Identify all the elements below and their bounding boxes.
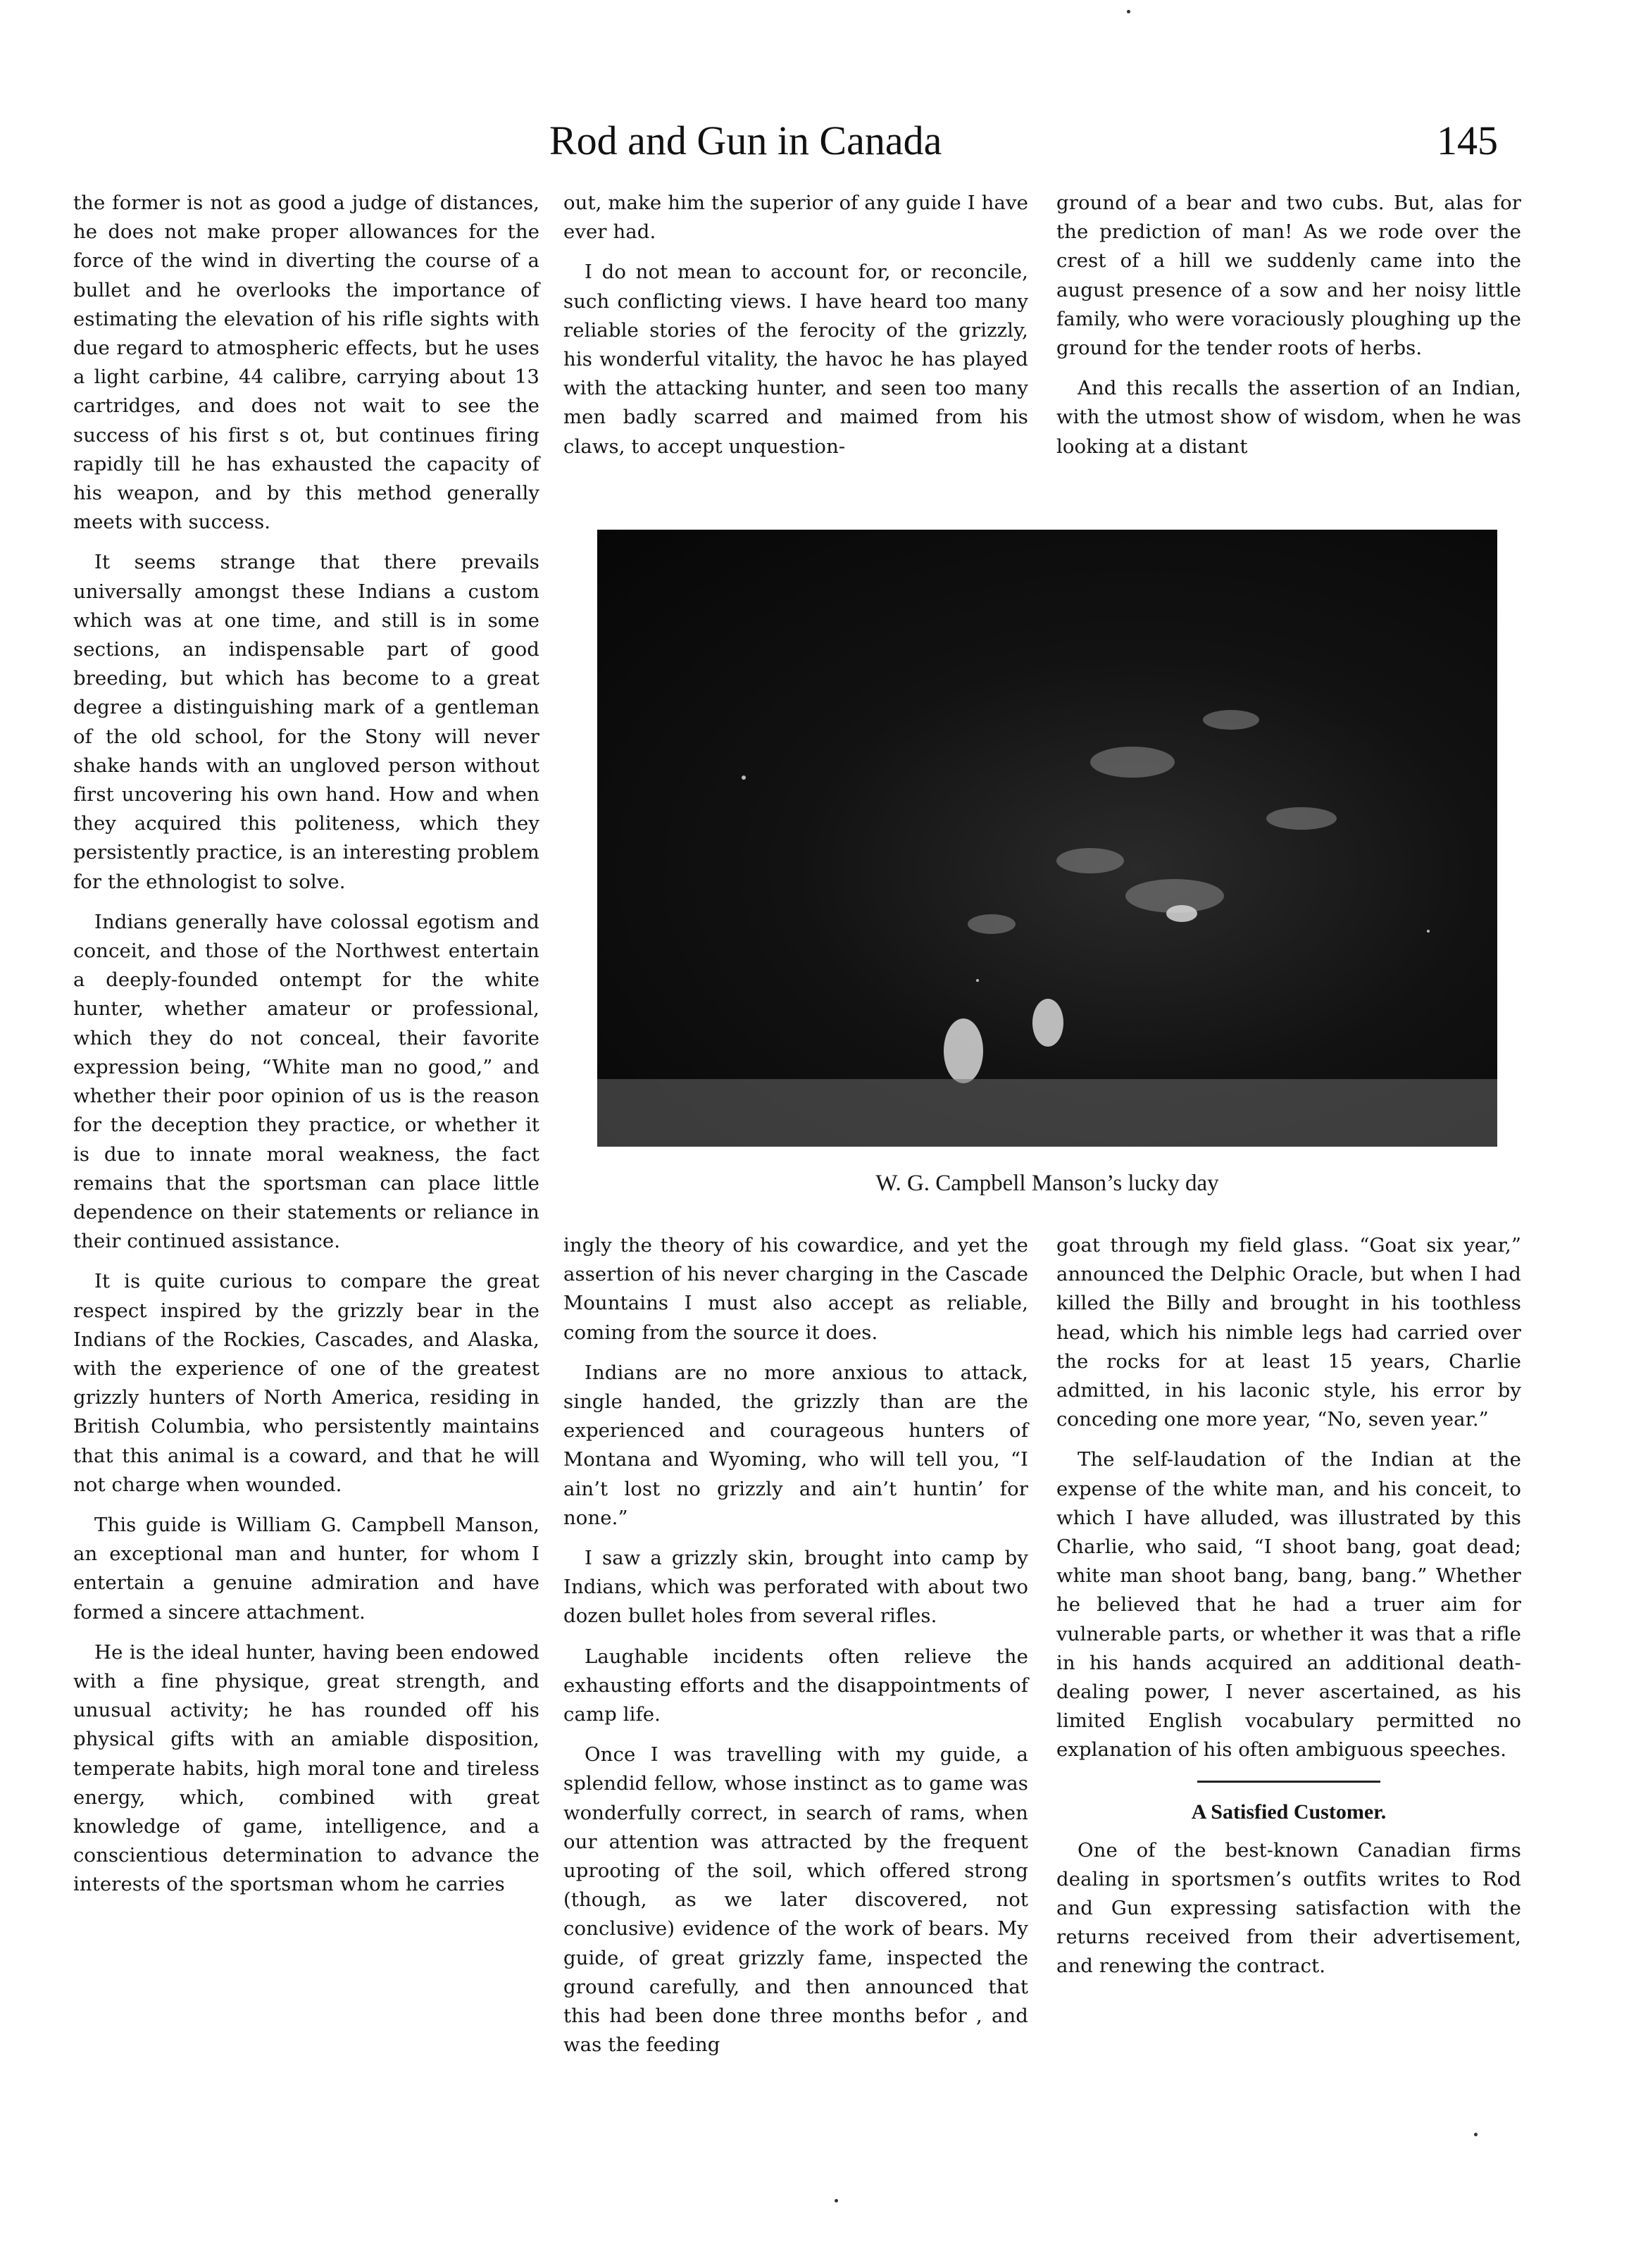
paragraph: goat through my field glass. “Goat six year,” announced the Delphic Oracle, but when I had killed the Billy and brought in his toothless head, which his nimble legs had carried over the rocks for at least 15 years, Charlie admitted, in his laconic style, his error by conceding one more year, “No, seven year.” (1056, 1234, 1521, 1431)
section-heading: A Satisfied Customer. (1191, 1800, 1387, 1824)
paragraph: ground of a bear and two cubs. But, alas for the prediction of man! As we rode over the crest of a hill we suddenly came into the august presence of a sow and her noisy little family, who were voraciously ploughing up the ground for the tender roots of herbs. (1056, 192, 1521, 360)
paragraph: It is quite curious to compare the great respect inspired by the grizzly bear in the Indians of the Rockies, Cascades, and Alaska, with the experience of one of the greatest grizzly hunters of North America, residing in British Columbia, who persistently maintains that this animal is a coward, and that he will not charge when wounded. (73, 1270, 539, 1496)
column-right-bottom (1056, 1231, 1521, 1981)
paragraph: Indians are no more anxious to attack, single handed, the grizzly than are the experienced and courageous hunters of Montana and Wyoming, who will tell you, “I ain’t lost no grizzly and ain’t huntin’ for none.” (563, 1361, 1028, 1529)
paragraph: Indians generally have colossal egotism and conceit, and those of the Northwest entertain a deeply-founded ontempt for the white hunter, whether amateur or professional, which they do not conceal, their favorite expression being, “White man no good,” and whether their poor opinion of us is the reason for the deception they practice, or whether it is due to innate moral weakness, the fact remains that the sportsman can place little dependence on their statements or reliance in their continued assistance. (73, 910, 539, 1253)
paragraph: I saw a grizzly skin, brought into camp by Indians, which was perforated with about two dozen bullet holes from several rifles. (563, 1547, 1028, 1628)
column-middle-top (563, 189, 1028, 461)
paragraph: And this recalls the assertion of an Indian, with the utmost show of wisdom, when he was looking at a distant (1056, 377, 1521, 458)
photograph-texture (597, 530, 1497, 1147)
page-header (0, 113, 1636, 169)
section-divider (1197, 1781, 1380, 1783)
paragraph: The self-laudation of the Indian at the expense of the white man, and his conceit, to which I have alluded, was illustrated by this Charlie, who said, “I shoot bang, goat dead; white man shoot bang, bang, bang.” Whether he believed that he had a truer aim for vulnerable parts, or whether it was that a rifle in his hands acquired an additional death-dealing power, I never ascertained, as his limited English vocabulary permitted no explanation of his often ambiguous speeches. (1056, 1448, 1521, 1762)
paragraph: out, make him the superior of any guide I have ever had. (563, 192, 1028, 244)
print-speck (835, 2199, 838, 2202)
column-right-top (1056, 189, 1521, 461)
photograph-bear-hunt (597, 530, 1497, 1147)
print-speck (1127, 10, 1130, 13)
page-number: 145 (1437, 118, 1498, 163)
paragraph: Laughable incidents often relieve the exhausting efforts and the disappointments of camp life. (563, 1645, 1028, 1726)
paragraph: I do not mean to account for, or reconcile, such conflicting views. I have heard too many reliable stories of the ferocity of the grizzly, his wonderful vitality, the havoc he has played with the attacking hunter, and seen too many men badly scarred and maimed from his claws, to accept unquestion- (563, 261, 1028, 458)
paragraph: Once I was travelling with my guide, a splendid fellow, whose instinct as to game was wonderfully correct, in search of rams, when our attention was attracted by the frequent uprooting of the soil, which offered strong (though, as we later discovered, not conclusive) evidence of the work of bears. My guide, of great grizzly fame, inspected the ground carefully, and then announced that this had been done three months befor , and was the feeding (563, 1743, 1028, 2057)
paragraph: This guide is William G. Campbell Manson, an exceptional man and hunter, for whom I entertain a genuine admiration and have formed a sincere attachment. (73, 1513, 539, 1624)
paragraph: One of the best-known Canadian firms dealing in sportsmen’s outfits writes to Rod and Gun expressing satisfaction with the returns received from their advertisement, and renewing the contract. (1056, 1838, 1521, 1978)
print-speck (1474, 2133, 1478, 2136)
paragraph: ingly the theory of his cowardice, and yet the assertion of his never charging in the Cascade Mountains I must also accept as reliable, coming from the source it does. (563, 1234, 1028, 1344)
paragraph: the former is not as good a judge of distances, he does not make proper allowances for the force of the wind in diverting the course of a bullet and he overlooks the importance of estimating the elevation of his rifle sights with due regard to atmospheric effects, but he uses a light carbine, 44 calibre, carrying about 13 cartridges, and does not wait to see the success of his first s ot, but continues firing rapidly till he has exhausted the capacity of his weapon, and by this method generally meets with success. (73, 192, 539, 534)
photo-caption: W. G. Campbell Manson’s lucky day (875, 1171, 1219, 1196)
column-middle-bottom (563, 1231, 1028, 2060)
paragraph: It seems strange that there prevails universally amongst these Indians a custom which was at one time, and still is in some sections, an indispensable part of good breeding, but which has become to a great degree a distinguishing mark of a gentleman of the old school, for the Stony will never shake hands with an ungloved person without first uncovering his own hand. How and when they acquired this politeness, which they persistently practice, is an interesting problem for the ethnologist to solve. (73, 551, 539, 893)
paragraph: He is the ideal hunter, having been endowed with a fine physique, great strength, and unusual activity; he has rounded off his physical gifts with an amiable disposition, temperate habits, high moral tone and tireless energy, which, combined with great knowledge of game, intelligence, and a conscientious determination to advance the interests of the sportsman whom he carries (73, 1640, 539, 1896)
running-title: Rod and Gun in Canada (549, 118, 942, 163)
column-left (73, 189, 539, 1900)
